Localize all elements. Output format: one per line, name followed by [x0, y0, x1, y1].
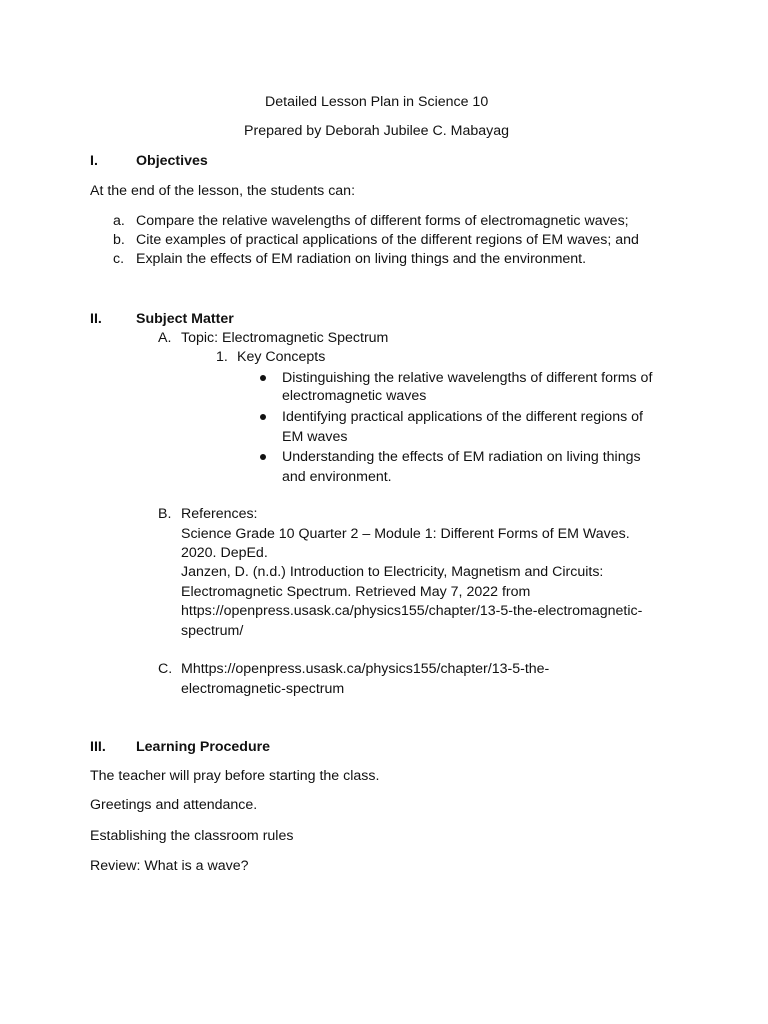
key-concepts-marker: 1.	[216, 349, 228, 365]
objective-text: Cite examples of practical applications of the different regions of EM waves; and	[136, 232, 639, 248]
objective-text: Compare the relative wavelengths of different forms of electromagnetic waves;	[136, 213, 629, 229]
key-concept-bullet: Understanding the effects of EM radiation on living things	[282, 449, 641, 465]
section-heading-subject-matter: Subject Matter	[136, 311, 234, 327]
key-concept-bullet-cont: and environment.	[282, 469, 392, 485]
key-concept-bullet: Identifying practical applications of the different regions of	[282, 409, 643, 425]
objective-marker: c.	[113, 251, 125, 267]
reference-line: Electromagnetic Spectrum. Retrieved May 7, 2022 from	[181, 584, 531, 600]
procedure-line: Greetings and attendance.	[90, 797, 258, 813]
section-number-objectives: I.	[90, 153, 98, 169]
procedure-line: Review: What is a wave?	[90, 858, 249, 874]
reference-line: spectrum/	[181, 623, 244, 639]
reference-line: 2020. DepEd.	[181, 545, 268, 561]
reference-line: https://openpress.usask.ca/physics155/chapter/13-5-the-electromagnetic-	[181, 603, 643, 619]
topic-text: Topic: Electromagnetic Spectrum	[181, 330, 389, 346]
key-concepts-label: Key Concepts	[237, 349, 326, 365]
procedure-line: The teacher will pray before starting the class.	[90, 768, 380, 784]
document-title: Detailed Lesson Plan in Science 10	[265, 94, 489, 110]
objective-text: Explain the effects of EM radiation on living things and the environment.	[136, 251, 587, 267]
references-marker: B.	[158, 506, 172, 522]
objective-marker: a.	[113, 213, 125, 229]
objectives-intro: At the end of the lesson, the students can:	[90, 183, 356, 199]
topic-marker: A.	[158, 330, 172, 346]
reference-line: Science Grade 10 Quarter 2 – Module 1: Different Forms of EM Waves.	[181, 526, 630, 542]
procedure-line: Establishing the classroom rules	[90, 828, 294, 844]
section-number-subject-matter: II.	[90, 311, 102, 327]
item-c-text-cont: electromagnetic-spectrum	[181, 681, 345, 697]
objective-marker: b.	[113, 232, 125, 248]
section-heading-objectives: Objectives	[136, 153, 208, 169]
references-label: References:	[181, 506, 258, 522]
key-concept-bullet-cont: EM waves	[282, 429, 348, 445]
document-author: Prepared by Deborah Jubilee C. Mabayag	[244, 123, 509, 139]
key-concept-bullet-cont: electromagnetic waves	[282, 388, 427, 404]
section-heading-learning-procedure: Learning Procedure	[136, 739, 271, 755]
reference-line: Janzen, D. (n.d.) Introduction to Electricity, Magnetism and Circuits:	[181, 564, 604, 580]
item-c-marker: C.	[158, 661, 173, 677]
item-c-text: Mhttps://openpress.usask.ca/physics155/chapter/13-5-the-	[181, 661, 550, 677]
section-number-learning-procedure: III.	[90, 739, 106, 755]
key-concept-bullet: Distinguishing the relative wavelengths of different forms of	[282, 370, 653, 386]
